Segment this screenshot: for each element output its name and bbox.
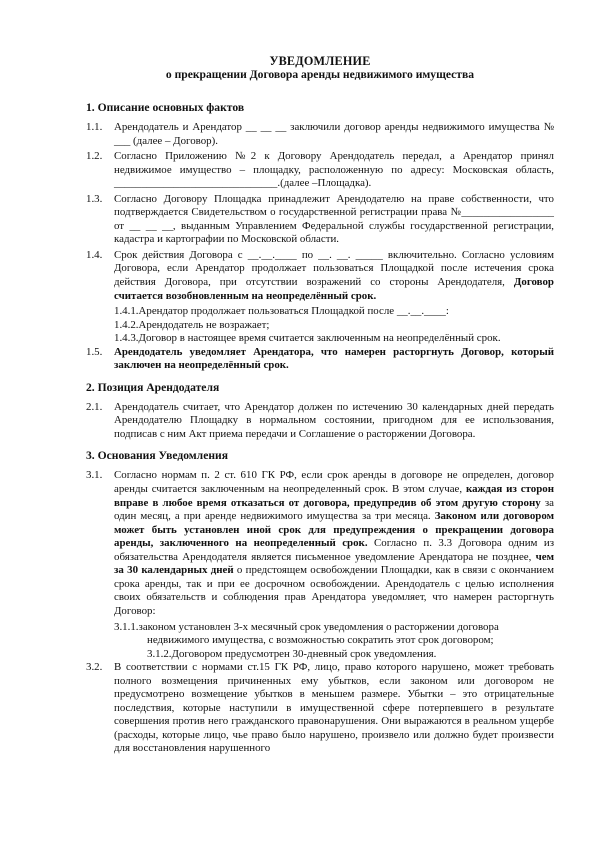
section-3-heading: 3. Основания Уведомления <box>86 449 228 463</box>
section-1 <box>86 101 554 373</box>
document-title: УВЕДОМЛЕНИЕ <box>269 54 371 68</box>
clause-3-1: 3.1. Согласно нормам п. 2 ст. 610 ГК РФ, если срок аренды в договоре не определен, договор аренды считается заключенным на неопределенный срок. В этом случае, каждая из сторон вправе в любое время отказаться от договора, предупредив об этом другую сторону за один месяц, а при аренде недвижимого имущества за три месяца. Законом или договором может быть установлен иной срок для предупреждения о прекращении договора аренды, заключенного на неопределенный срок. Согласно п. 3.3 Договора одним из обязательства Арендодателя является письменное уведомление Арендатора не позднее, чем за 30 календарных дней о предстоящем освобождении Площадки, как в связи с окончанием срока аренды, так и при ее досрочном освобождении. Арендодатель с целью исполнения своих обязательств и соблюдения прав Арендатора уведомляет, что намерен расторгнуть Договор: <box>86 469 555 617</box>
clause-1-1: 1.1. Арендодатель и Арендатор __ __ __ заключили договор аренды недвижимого имущества № ___ (далее – Договор). <box>86 121 554 147</box>
clause-3-1-1: 3.1.1.законом установлен 3-х месячный срок уведомления о расторжении договора недвижимого имущества, с возможностью сократить этот срок договором; <box>114 620 499 647</box>
section-3 <box>86 449 554 755</box>
document-subtitle: о прекращении Договора аренды недвижимого имущества <box>165 68 475 81</box>
clause-1-5: 1.5. Арендодатель уведомляет Арендатора, что намерен расторгнуть Договор, который заключен на неопределённый срок. <box>86 345 554 372</box>
clause-1-4-3: 1.4.3.Договор в настоящее время считается заключенным на неопределённый срок. <box>114 332 501 345</box>
clause-2-1: 2.1. Арендодатель считает, что Арендатор должен по истечению 30 календарных дней передать Арендодателю Площадку в нормальном состоянии, пригодном для ее использования, подписав с ним Акт приема передачи и Соглашение о расторжении Договора. <box>86 400 554 440</box>
clause-1-2: 1.2. Согласно Приложению №2 к Договору Арендодатель передал, а Арендатор принял недвижимое имущество – площадку, расположенную по адресу: Московская область, ______________________________.(далее –Площадка). <box>86 150 554 190</box>
section-2-heading: 2. Позиция Арендодателя <box>86 380 220 394</box>
clause-1-3: 1.3. Согласно Договору Площадка принадлежит Арендодателю на праве собственности, что подтверждается Свидетельством о государственной регистрации права №_________________ от __ __ __, выданным Управлением Федеральной службы государственной регистрации, кадастра и картографии по Московской области. <box>86 192 554 246</box>
clause-1-4: 1.4. Срок действия Договора с __.__.____ по __. __. _____ включительно. Согласно условиям Договора, если Арендатор продолжает пользоваться Площадкой после истечения срока действия Договора, при отсутствии возражений со стороны Арендодателя, Договор считается возобновленным на неопределённый срок. <box>86 248 554 302</box>
section-2 <box>86 381 554 442</box>
clause-1-4-1: 1.4.1.Арендатор продолжает пользоваться Площадкой после __.__.____: <box>114 305 449 318</box>
clause-1-4-2: 1.4.2.Арендодатель не возражает; <box>114 318 270 331</box>
clause-3-2: 3.2. В соответствии с нормами ст.15 ГК РФ, лицо, право которого нарушено, может требовать полного возмещения причиненных ему убытков, если законом или договором не предусмотрено возмещение убытков в меньшем размере. Убытки – это отрицательные последствия, которые наступили в имущественной сфере потерпевшего в результате совершения против него гражданского правонарушения. Они выражаются в реальном ущербе (расходы, которые лицо, чье право было нарушено, произвело или должно будет произвести для восстановления нарушенного <box>86 661 554 755</box>
section-1-heading: 1. Описание основных фактов <box>86 101 245 114</box>
clause-3-1-2: 3.1.2.Договором предусмотрен 30-дневный срок уведомления. <box>147 647 437 660</box>
